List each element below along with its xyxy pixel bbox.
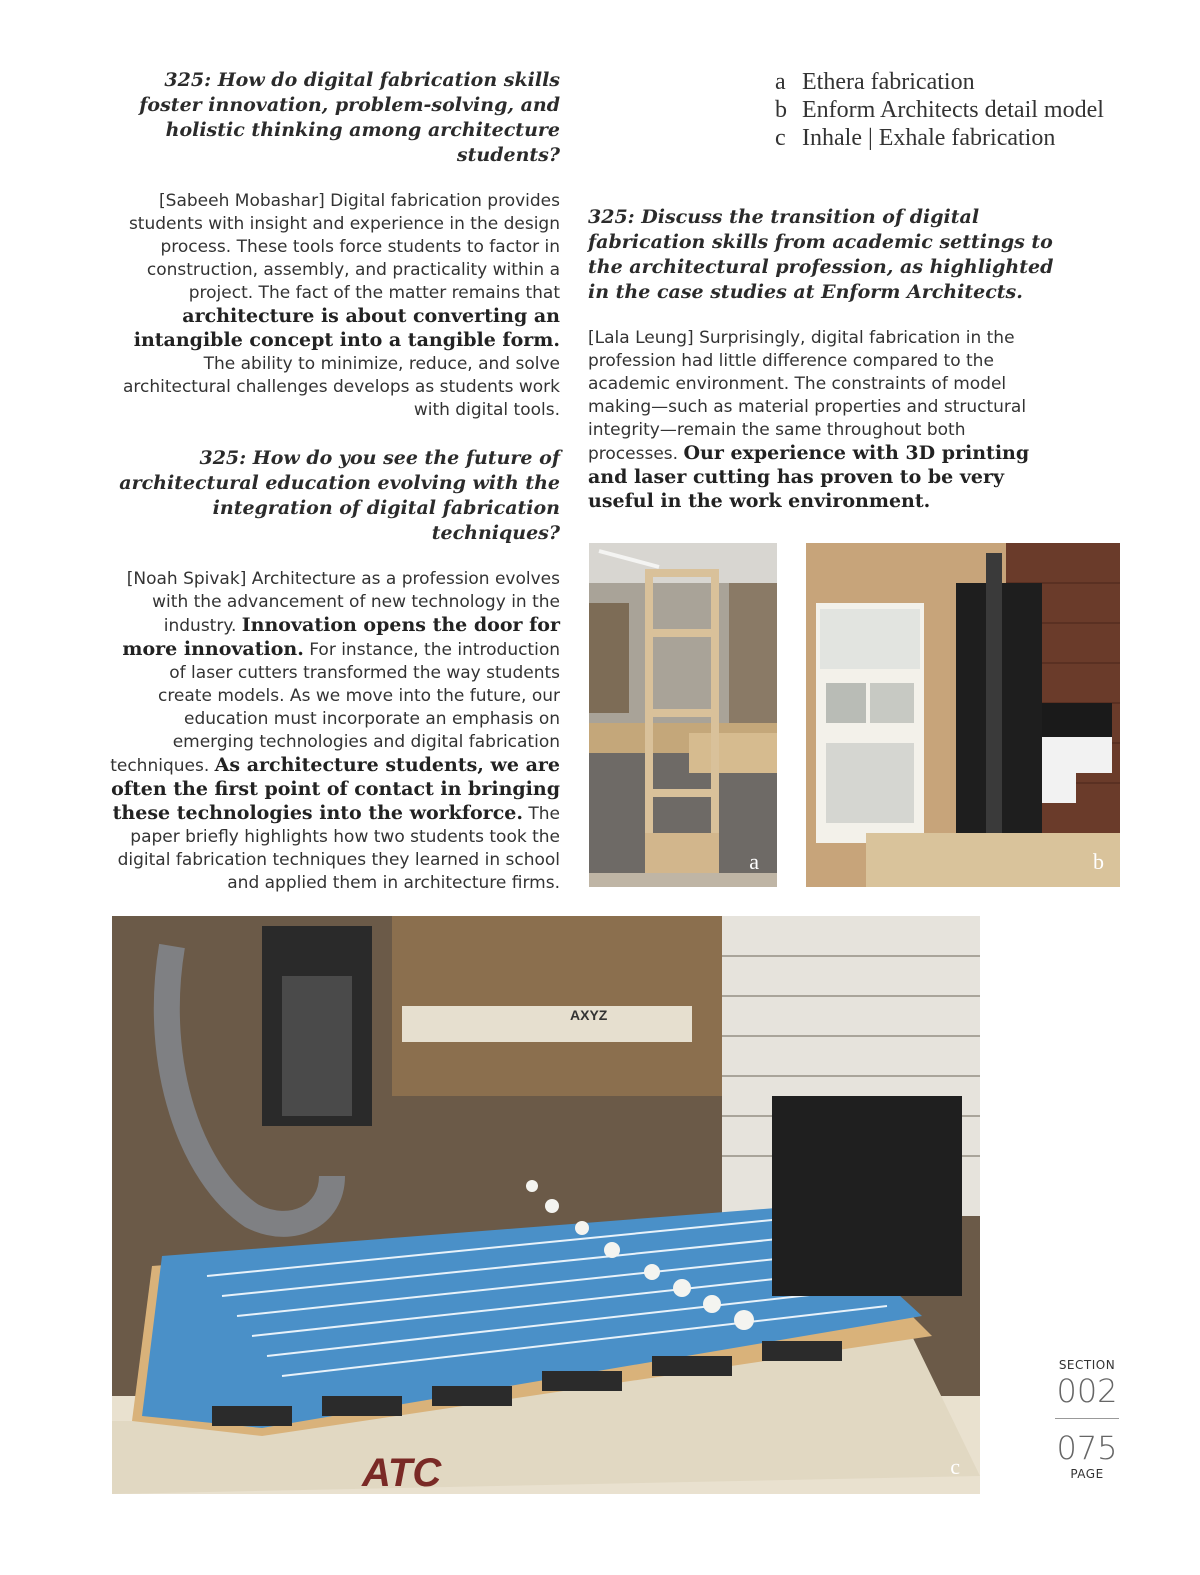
answer-1-text-end: The ability to minimize, reduce, and solve architectural challenges develops as students work with digital tools. [122, 354, 560, 420]
answer-2-text: [Noah Spivak] Architecture as a profession evolves with the advancement of new technology in the industry. [126, 569, 560, 636]
photo-enform-detail-model [806, 543, 1120, 887]
figure-captions [775, 68, 1155, 152]
caption-a [775, 68, 1155, 96]
section-number: 002 [1056, 1372, 1118, 1410]
photo-ethera-fabrication [589, 543, 777, 887]
page-number: 075 [1056, 1429, 1118, 1467]
photo-a-tag: a [749, 849, 759, 874]
answer-1-highlight: architecture is about converting an intangible concept into a tangible form. [133, 305, 560, 351]
caption-c [775, 124, 1155, 152]
question-2: 325: How do you see the future of architectural education evolving with the integration of digital fabrication techniques? [119, 447, 560, 544]
section-label: SECTION [1058, 1358, 1116, 1372]
answer-2-text-end: The paper briefly highlights how two students took the digital fabrication techniques they learned in school and applied them in architecture firms. [117, 804, 560, 893]
photo-c-tag: c [950, 1454, 960, 1479]
answer-3-highlight: Our experience with 3D printing and laser cutting has proven to be very useful in the work environment. [588, 442, 1030, 512]
answer-2-highlight-2: As architecture students, we are often the first point of contact in bringing these technologies into the workforce. [111, 754, 560, 824]
atc-sign: ATC [362, 1451, 442, 1494]
answer-2-highlight-1: Innovation opens the door for more innovation. [122, 614, 560, 660]
photo-b-tag: b [1093, 849, 1104, 874]
section-page-marker [1052, 1358, 1122, 1481]
answer-2-text-mid: For instance, the introduction of laser cutters transformed the way students create models. As we move into the future, our education must incorporate an emphasis on emerging technologies and digital fabrication techniques. [110, 640, 560, 776]
caption-letter: c [775, 125, 786, 151]
answer-1 [110, 190, 560, 422]
answer-3 [588, 327, 1058, 514]
photo-b-illustration [806, 543, 1120, 887]
divider [1055, 1418, 1119, 1419]
caption-text: Enform Architects detail model [802, 97, 1104, 123]
right-column [588, 205, 1058, 538]
answer-3-text: [Lala Leung] Surprisingly, digital fabrication in the profession had little difference compared to the academic environment. The constraints of model making—such as material properties and structural integrity—remain the same throughout both processes. [588, 328, 1027, 464]
photo-inhale-exhale-fabrication [112, 916, 980, 1494]
question-1: 325: How do digital fabrication skills foster innovation, problem-solving, and holistic thinking among architecture students? [139, 69, 560, 166]
question-3: 325: Discuss the transition of digital fabrication skills from academic settings to the architectural profession, as highlighted in the case studies at Enform Architects. [588, 206, 1054, 303]
page-label: PAGE [1070, 1467, 1104, 1481]
axyz-sign: AXYZ [570, 1007, 608, 1023]
answer-2 [110, 568, 560, 895]
photo-c-illustration [112, 916, 980, 1494]
caption-letter: a [775, 69, 786, 95]
answer-1-text: [Sabeeh Mobashar] Digital fabrication provides students with insight and experience in the design process. These tools force students to factor in construction, assembly, and practicality within a project. The fact of the matter remains that [128, 191, 560, 303]
photo-a-illustration [589, 543, 777, 887]
caption-text: Ethera fabrication [802, 69, 975, 95]
caption-text: Inhale | Exhale fabrication [802, 125, 1056, 151]
caption-b [775, 96, 1155, 124]
caption-letter: b [775, 97, 787, 123]
left-column [110, 68, 560, 919]
